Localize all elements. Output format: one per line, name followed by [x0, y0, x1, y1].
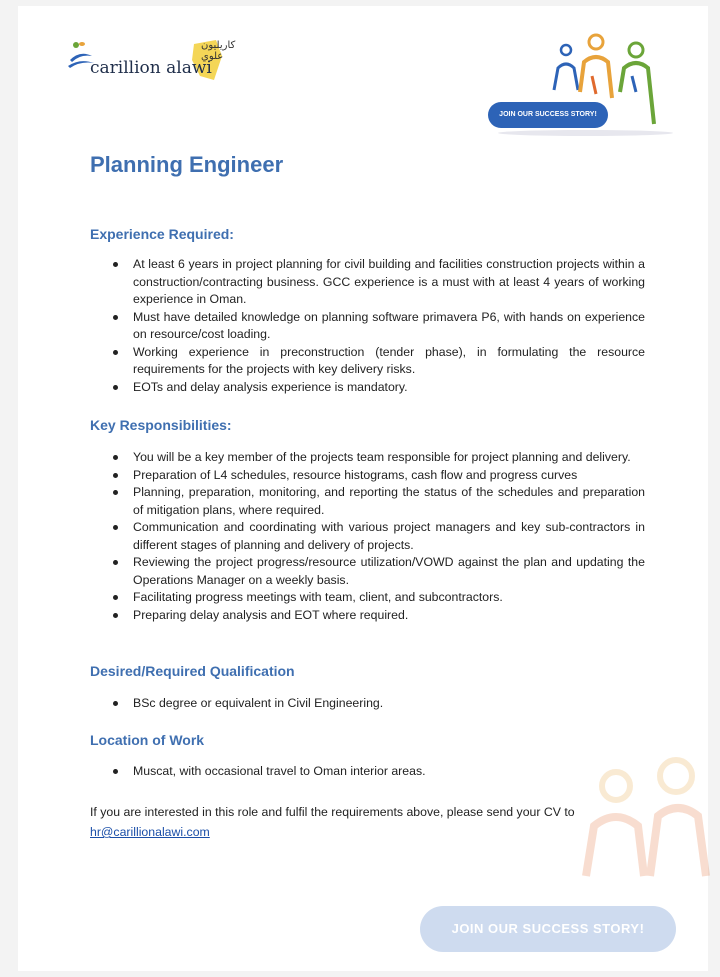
- job-poster: [18, 6, 708, 971]
- email-link[interactable]: hr@carillionalawi.com: [90, 825, 210, 839]
- list-item: You will be a key member of the projects team responsible for project planning and delivery.: [110, 449, 645, 467]
- list-item: Planning, preparation, monitoring, and reporting the status of the schedules and preparation of mitigation plans, where required.: [110, 484, 645, 519]
- watermark-figures-icon: [566, 756, 720, 886]
- logo-name-alawi: alawi: [166, 58, 212, 78]
- list-item: BSc degree or equivalent in Civil Engineering.: [110, 695, 645, 713]
- watermark-label: JOIN OUR SUCCESS STORY!: [420, 906, 676, 952]
- list-item: Preparing delay analysis and EOT where required.: [110, 607, 645, 625]
- job-title: Planning Engineer: [90, 152, 284, 177]
- location-list: [110, 763, 645, 781]
- logo-arabic-text: كاريليون علوي: [201, 40, 236, 62]
- success-story-badge: [488, 32, 708, 144]
- responsibilities-list: [110, 449, 645, 624]
- location-heading: Location of Work: [90, 732, 205, 748]
- list-item: Working experience in preconstruction (tender phase), in formulating the resource requirements for the projects with key delivery risks.: [110, 344, 645, 379]
- list-item: Muscat, with occasional travel to Oman interior areas.: [110, 763, 645, 781]
- qualification-heading: Desired/Required Qualification: [90, 663, 295, 679]
- list-item: Facilitating progress meetings with team, client, and subcontractors.: [110, 589, 645, 607]
- list-item: At least 6 years in project planning for civil building and facilities construction projects within a construction/contracting business. GCC experience is a must with at least 4 years of working experience in Oman.: [110, 256, 645, 309]
- qualification-list: [110, 695, 645, 713]
- list-item: Must have detailed knowledge on planning software primavera P6, with hands on experience on resource/cost loading.: [110, 309, 645, 344]
- list-item: Preparation of L4 schedules, resource histograms, cash flow and progress curves: [110, 467, 645, 485]
- company-logo: [66, 36, 236, 96]
- experience-list: [110, 256, 645, 396]
- list-item: EOTs and delay analysis experience is mandatory.: [110, 379, 645, 397]
- logo-name-carillion: carillion: [90, 58, 161, 78]
- experience-heading: Experience Required:: [90, 226, 234, 242]
- badge-shadow: [498, 130, 673, 136]
- closing-text: If you are interested in this role and fulfil the requirements above, please send your CV to: [90, 805, 575, 819]
- responsibilities-heading: Key Responsibilities:: [90, 417, 232, 433]
- list-item: Reviewing the project progress/resource utilization/VOWD against the plan and updating the Operations Manager on a weekly basis.: [110, 554, 645, 589]
- list-item: Communication and coordinating with various project managers and key sub-contractors in different stages of planning and delivery of projects.: [110, 519, 645, 554]
- logo-wordmark: [90, 58, 212, 78]
- badge-label: JOIN OUR SUCCESS STORY!: [488, 102, 608, 128]
